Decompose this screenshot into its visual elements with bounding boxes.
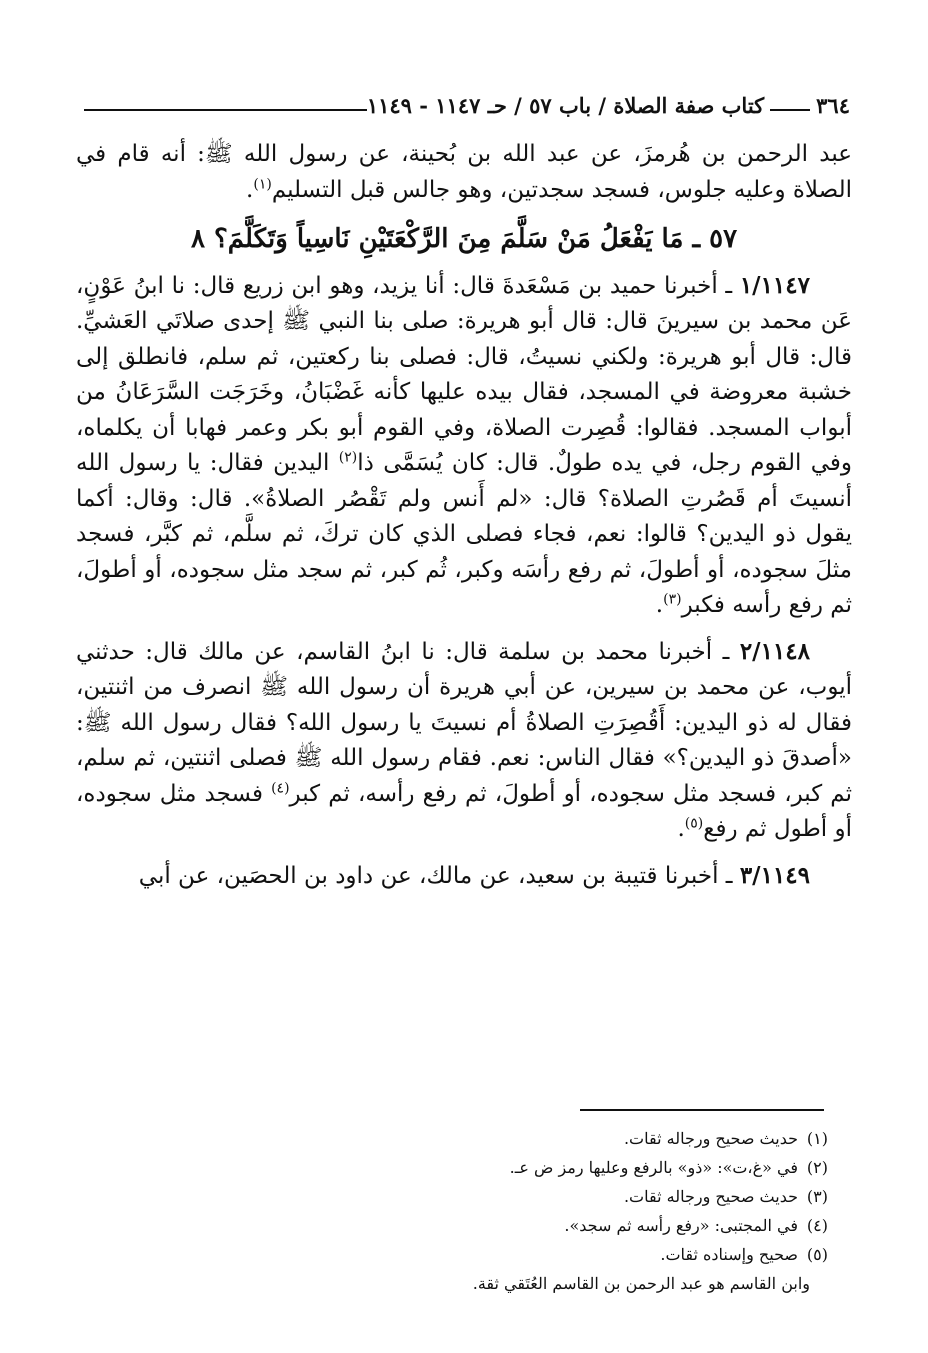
footnote-item (300, 1211, 828, 1240)
footnote-divider (580, 1109, 824, 1111)
hadith-1149-text: ـ أخبرنا قتيبة بن سعيد، عن مالك، عن داود بن الحصَين، عن أبي (138, 862, 740, 889)
footnote-item (300, 1182, 828, 1211)
footnote-continuation: وابن القاسم هو عبد الرحمن بن القاسم العُتَقي ثقة. (472, 1274, 810, 1293)
hadith-1148 (76, 634, 852, 848)
footnote-ref-4: (٤) (271, 779, 290, 796)
footnote-item (300, 1240, 828, 1269)
hadith-number-1149: ٣/١١٤٩ (739, 861, 810, 889)
footnote-ref-3: (٣) (663, 591, 682, 608)
hadith-1147-text-a: ـ أخبرنا حميد بن مَسْعَدةَ قال: أنا يزيد، وهو ابن زريع قال: نا ابنُ عَوْنٍ، عَن محمد بن سيرينَ قال: قال أبو هريرة: صلى بنا النبي ﷺ إحدى صلاتَي العَشيِّ. قال: قال أبو هريرة: ولكني نسيتُ، قال: فصلى بنا ركعتين، ثم سلم، فانطلق إلى خشبة معروضة في المسجد، فقال بيده عليها كأنه غَضْبَانُ، وخَرَجَت السَّرَعَانُ من أبواب المسجد. فقالوا: قُصِرت الصلاة، وفي القوم أبو بكر وعمر فهابا أن يكلماه، وفي القوم رجل، في يده طولٌ. قال: كان يُسَمَّى ذا (76, 272, 853, 476)
running-head (78, 84, 850, 118)
page-number: ٣٦٤ (816, 93, 850, 118)
main-text (76, 137, 852, 894)
footnote-number: (٢) (806, 1158, 828, 1177)
hadith-number-1147: ١/١١٤٧ (739, 271, 810, 299)
footnote-number: (١) (806, 1129, 828, 1148)
footnote-text: في المجتبى: «رفع رأسه ثم سجد». (564, 1216, 798, 1235)
footnote-item (300, 1124, 828, 1153)
footnotes (300, 1124, 828, 1298)
footnote-text: صحيح وإسناده ثقات. (660, 1245, 798, 1264)
intro-text: عبد الرحمن بن هُرمزَ، عن عبد الله بن بُحينة، عن رسول الله ﷺ: أنه قام في الصلاة وعليه جلوس، فسجد سجدتين، وهو جالس قبل التسليم (76, 141, 852, 203)
footnote-ref-2: (٢) (338, 449, 358, 466)
hadith-number-1148: ٢/١١٤٨ (739, 637, 810, 665)
footnote-number: (٣) (806, 1187, 828, 1206)
footnote-ref-5: (٥) (684, 815, 704, 832)
footnote-text: حديث صحيح ورجاله ثقات. (623, 1129, 798, 1148)
hadith-1148-end: . (677, 816, 685, 842)
footnote-ref-1: (١) (253, 175, 272, 192)
hadith-1147-text-b: اليدين فقال: يا رسول الله أنسيتَ أم قَصُرتِ الصلاة؟ قال: «لم أَنس ولم تَقْصُر الصلاةُ». قال: وقال: أكما يقول ذو اليدين؟ قالوا: نعم، فجاء فصلى الذي كان تركَ، ثم سلَّم، ثم كبَّر، فسجد مثلَ سجوده، أو أطولَ، ثم رفع رأسَه وكبر، ثُم كبر، ثم سجد مثل سجوده، أو أطولَ، ثم رفع رأسه فكبر (76, 450, 852, 618)
footnote-number: (٥) (806, 1245, 828, 1264)
running-title: كتاب صفة الصلاة / باب ٥٧ / حـ ١١٤٧ - ١١٤٩ (366, 93, 765, 118)
footnote-item (300, 1153, 828, 1182)
hadith-1147 (76, 268, 852, 624)
intro-paragraph (76, 137, 852, 208)
hadith-1147-end: . (655, 592, 664, 618)
hadith-1148-text-b: فسجد مثل سجوده، أو أطول ثم رفع (76, 780, 852, 842)
intro-end: . (246, 176, 254, 203)
header-rule-tail (84, 109, 367, 111)
chapter-heading: ٥٧ ـ مَا يَفْعَلُ مَنْ سَلَّمَ مِنَ الرَّكْعَتَيْنِ نَاسِياً وَتَكَلَّمَ؟ ٨ (190, 224, 738, 254)
hadith-1149 (76, 858, 852, 895)
header-rule (770, 109, 810, 111)
footnote-text: في «غ،ت»: «ذو» بالرفع وعليها رمز ض عـ. (509, 1158, 798, 1177)
footnote-text: حديث صحيح ورجاله ثقات. (623, 1187, 798, 1206)
footnote-number: (٤) (806, 1216, 828, 1235)
hadith-1148-text-a: ـ أخبرنا محمد بن سلمة قال: نا ابنُ القاسم، عن مالك قال: حدثني أيوب، عن محمد بن سيرين، عن أبي هريرة أن رسول الله ﷺ انصرف من اثنتين، فقال له ذو اليدين: أَقُصِرَتِ الصلاةُ أم نسيتَ يا رسول الله؟ فقال رسول الله ﷺ: «أصدقَ ذو اليدين؟» فقال الناس: نعم. فقام رسول الله ﷺ فصلى اثنتين، ثم سلم، ثم كبر، فسجد مثل سجوده، أو أطولَ، ثم رفع رأسه، ثم كبر (76, 638, 852, 807)
